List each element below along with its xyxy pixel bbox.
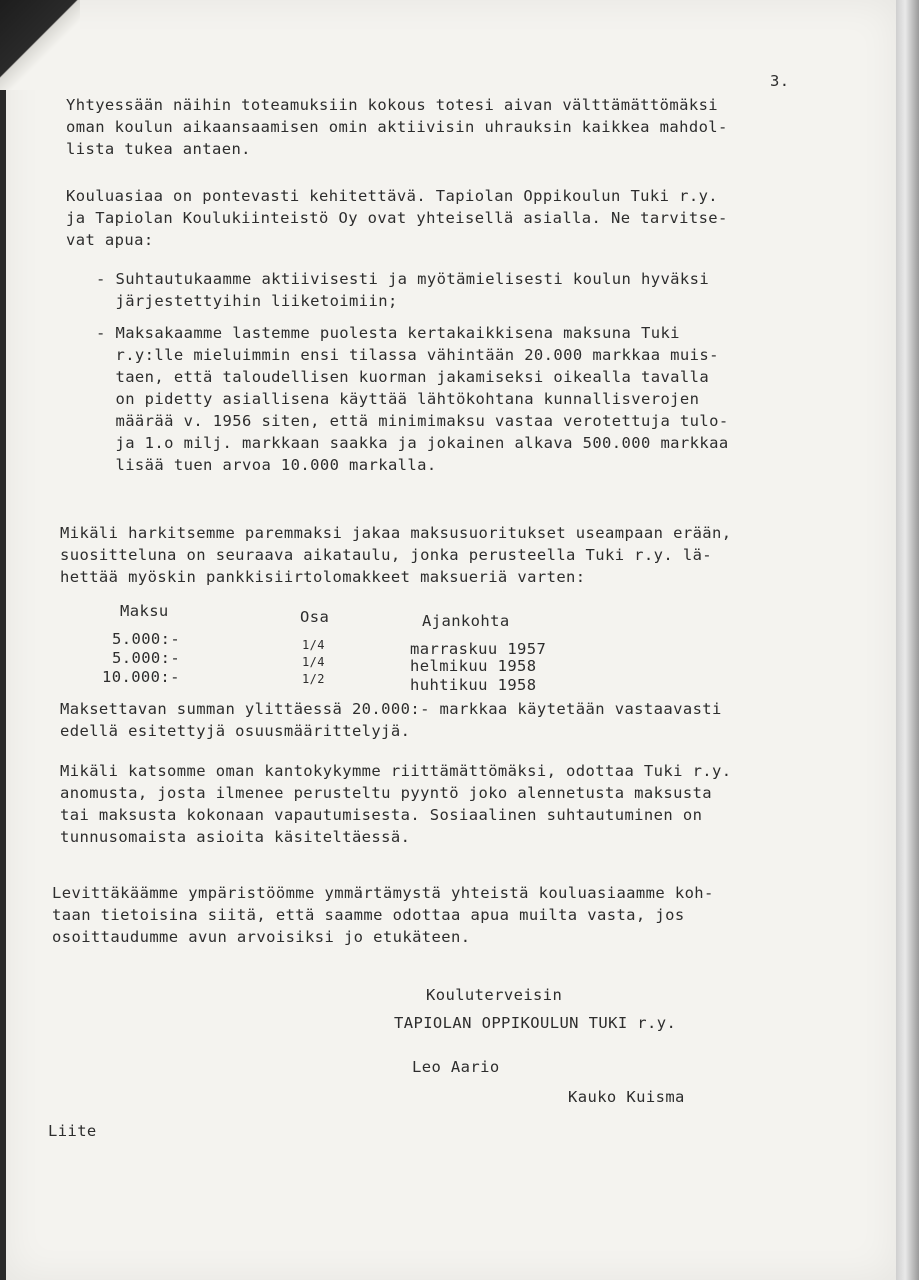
paragraph-1 [66, 94, 728, 160]
paragraph-5-line: Mikäli katsomme oman kantokykymme riittämättömäksi, odottaa Tuki r.y. [60, 762, 732, 780]
schedule-header-time: Ajankohta [422, 612, 510, 630]
paragraph-2-line: vat apua: [66, 231, 154, 249]
bullet-2-line: ja 1.o milj. markkaan saakka ja jokainen alkava 500.000 markkaa [96, 434, 729, 452]
closing-greeting: Kouluterveisin [426, 986, 563, 1004]
bullet-2-line: taen, että taloudellisen kuorman jakamiseksi oikealla tavalla [96, 368, 710, 386]
paragraph-4-line: Maksettavan summan ylittäessä 20.000:- markkaa käytetään vastaavasti [60, 700, 722, 718]
paragraph-5-line: tai maksusta kokonaan vapautumisesta. Sosiaalinen suhtautuminen on [60, 806, 703, 824]
schedule-amount: 5.000:- [112, 649, 181, 667]
signer-1: Leo Aario [412, 1058, 500, 1076]
paragraph-2-line: Kouluasiaa on pontevasti kehitettävä. Tapiolan Oppikoulun Tuki r.y. [66, 187, 719, 205]
bullet-2-line: - Maksakaamme lastemme puolesta kertakaikkisena maksuna Tuki [96, 324, 680, 342]
paragraph-5-line: anomusta, josta ilmenee perusteltu pyyntö joko alennetusta maksusta [60, 784, 713, 802]
closing-organization: TAPIOLAN OPPIKOULUN TUKI r.y. [394, 1014, 677, 1032]
paragraph-5 [60, 760, 732, 848]
paragraph-4 [60, 698, 722, 742]
folded-corner [0, 0, 80, 90]
schedule-time: marraskuu 1957 [410, 640, 547, 658]
paragraph-6-line: taan tietoisina siitä, että saamme odottaa apua muilta vasta, jos [52, 906, 685, 924]
paragraph-1-line: lista tukea antaen. [66, 140, 251, 158]
bullet-1-line: - Suhtautukaamme aktiivisesti ja myötämielisesti koulun hyväksi [96, 270, 710, 288]
signer-2: Kauko Kuisma [568, 1088, 685, 1106]
paragraph-4-line: edellä esitettyjä osuusmäärittelyjä. [60, 722, 411, 740]
paragraph-3 [60, 522, 732, 588]
schedule-amount: 5.000:- [112, 630, 181, 648]
schedule-part: 1/2 [302, 672, 325, 686]
bullet-1 [96, 268, 709, 312]
paragraph-3-line: Mikäli harkitsemme paremmaksi jakaa maksusuoritukset useampaan erään, [60, 524, 732, 542]
bullet-1-line: järjestettyihin liiketoimiin; [96, 292, 398, 310]
schedule-amount: 10.000:- [102, 668, 180, 686]
paragraph-1-line: oman koulun aikaansaamisen omin aktiivisin uhrauksin kaikkea mahdol- [66, 118, 728, 136]
page-number: 3. [770, 72, 790, 90]
paragraph-3-line: hettää myöskin pankkisiirtolomakkeet maksueriä varten: [60, 568, 586, 586]
schedule-time: helmikuu 1958 [410, 657, 537, 675]
paragraph-2 [66, 185, 728, 251]
attachment-label: Liite [48, 1122, 97, 1140]
schedule-part: 1/4 [302, 638, 325, 652]
paragraph-3-line: suositteluna on seuraava aikataulu, jonka perusteella Tuki r.y. lä- [60, 546, 713, 564]
bullet-2 [96, 322, 729, 476]
schedule-header-part: Osa [300, 608, 330, 626]
schedule-part: 1/4 [302, 655, 325, 669]
bullet-2-line: lisää tuen arvoa 10.000 markalla. [96, 456, 437, 474]
paragraph-6-line: osoittaudumme avun arvoisiksi jo etukäteen. [52, 928, 471, 946]
paragraph-2-line: ja Tapiolan Koulukiinteistö Oy ovat yhteisellä asialla. Ne tarvitse- [66, 209, 728, 227]
paragraph-6 [52, 882, 714, 948]
paragraph-1-line: Yhtyessään näihin toteamuksiin kokous totesi aivan välttämättömäksi [66, 96, 719, 114]
schedule-time: huhtikuu 1958 [410, 676, 537, 694]
bullet-2-line: määrää v. 1956 siten, että minimimaksu vastaa verotettuja tulo- [96, 412, 729, 430]
payment-schedule [0, 600, 900, 700]
paragraph-6-line: Levittäkäämme ympäristöömme ymmärtämystä yhteistä kouluasiaamme koh- [52, 884, 714, 902]
paragraph-5-line: tunnusomaista asioita käsiteltäessä. [60, 828, 411, 846]
bullet-2-line: r.y:lle mieluimmin ensi tilassa vähintään 20.000 markkaa muis- [96, 346, 719, 364]
bullet-2-line: on pidetty asiallisena käyttää lähtökohtana kunnallisverojen [96, 390, 700, 408]
schedule-header-amount: Maksu [120, 602, 169, 620]
